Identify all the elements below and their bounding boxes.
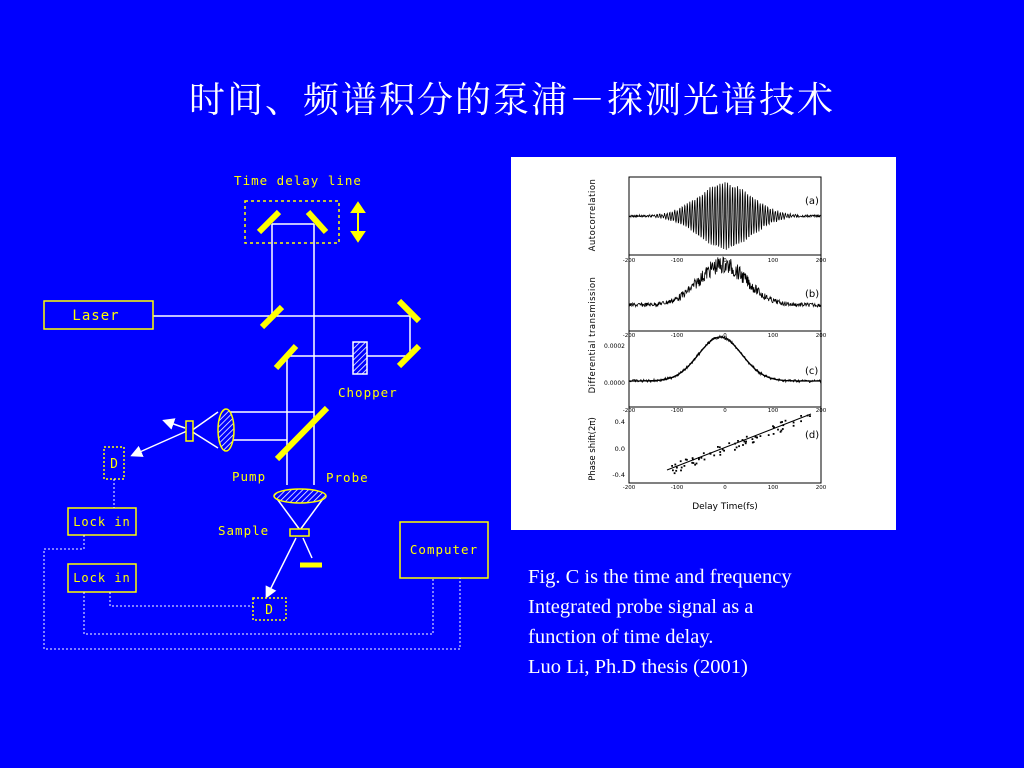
- mirror-probe: [276, 346, 296, 368]
- panel-d-point: [785, 420, 787, 422]
- panel-d-point: [780, 422, 782, 424]
- panel-d-point: [692, 457, 694, 459]
- panel-c-frame: [629, 331, 821, 407]
- panel-c-data-trace: [629, 336, 821, 383]
- panel-d-point: [777, 429, 779, 431]
- figure-xlabel: Delay Time(fs): [692, 502, 758, 512]
- mirror-right-top: [399, 301, 419, 321]
- time-delay-line-box: [245, 201, 339, 243]
- sample-label: Sample: [218, 523, 270, 538]
- panel-d-point: [746, 436, 748, 438]
- figure-caption: [528, 562, 928, 682]
- results-figure-plot: [511, 157, 896, 530]
- sample-icon: [290, 529, 309, 536]
- panel-d-point: [793, 422, 795, 424]
- panel-d-point: [674, 472, 676, 474]
- panel-d-point: [671, 465, 673, 467]
- panel-d-ytick-3: -0.4: [612, 471, 625, 479]
- panel-a-trace: [629, 182, 821, 250]
- panel-d-point: [675, 470, 677, 472]
- x-tick-label: 100: [767, 408, 779, 414]
- detector-bottom-label: D: [265, 603, 273, 618]
- panel-c-ytick-1: 0.0002: [604, 343, 625, 350]
- panel-d-ytick-1: 0.4: [614, 418, 625, 426]
- caption-line-4: Luo Li, Ph.D thesis (2001): [528, 656, 748, 678]
- x-tick-label: 0: [723, 258, 727, 264]
- translation-arrow-icon: [352, 203, 364, 241]
- pinhole-icon: [186, 421, 193, 441]
- x-tick-label: 200: [815, 485, 827, 491]
- caption-line-3: function of time delay.: [528, 626, 714, 648]
- chopper-label: Chopper: [338, 385, 398, 400]
- x-tick-label: -200: [622, 258, 636, 264]
- x-tick-label: 100: [767, 333, 779, 339]
- panel-d-point: [704, 459, 706, 461]
- panel-d-point: [768, 434, 770, 436]
- computer-label: Computer: [409, 542, 479, 557]
- panel-c-fit-curve: [629, 337, 821, 381]
- x-tick-label: 200: [815, 408, 827, 414]
- panel-d-point: [717, 446, 719, 448]
- panel-d-point: [752, 438, 754, 440]
- panel-d-point: [719, 454, 721, 456]
- x-tick-label: -100: [670, 485, 684, 491]
- slide-title: 时间、频谱积分的泵浦－探测光谱技术: [188, 80, 835, 121]
- x-tick-label: -200: [622, 485, 636, 491]
- panel-d-point: [800, 420, 802, 422]
- panel-b-tag: (b): [805, 289, 820, 300]
- x-tick-label: 0: [723, 333, 727, 339]
- panel-d-point: [728, 442, 730, 444]
- panel-d-point: [745, 442, 747, 444]
- x-tick-label: 0: [723, 485, 727, 491]
- panel-d-point: [736, 447, 738, 449]
- panel-d-point: [681, 467, 683, 469]
- panel-d-point: [745, 441, 747, 443]
- panel-d-point: [676, 467, 678, 469]
- panel-b-trace: [629, 257, 821, 307]
- x-tick-label: 100: [767, 485, 779, 491]
- x-tick-label: 200: [815, 258, 827, 264]
- panel-d-scatter: [671, 415, 811, 474]
- x-tick-label: -100: [670, 258, 684, 264]
- lock-in-2-label: Lock in: [73, 571, 131, 585]
- panel-d-point: [674, 464, 676, 466]
- panel-d-point: [703, 452, 705, 454]
- detector-top-label: D: [110, 457, 118, 472]
- panel-d-point: [756, 437, 758, 439]
- caption-line-2: Integrated probe signal as a: [528, 596, 754, 618]
- beam-paths: [133, 224, 410, 596]
- panel-d-ytick-2: 0.0: [614, 445, 625, 453]
- results-figure: [511, 157, 896, 530]
- panel-d-frame: [629, 407, 821, 483]
- pump-label: Pump: [232, 469, 267, 484]
- panel-d-point: [713, 455, 715, 457]
- probe-label: Probe: [326, 470, 369, 485]
- panel-d-point: [760, 435, 762, 437]
- caption-line-1: Fig. C is the time and frequency: [528, 566, 792, 588]
- panel-d-fit-line: [667, 414, 811, 470]
- mirrors: [259, 212, 419, 459]
- panel-d-point: [738, 445, 740, 447]
- panel-b-ylabel: Differential transmission: [588, 276, 598, 394]
- panel-d-point: [742, 444, 744, 446]
- x-tick-label: 0: [723, 408, 727, 414]
- panel-d-point: [793, 425, 795, 427]
- panel-a-tag: (a): [805, 196, 819, 207]
- panel-d-point: [691, 462, 693, 464]
- collection-lens-icon: [218, 409, 234, 451]
- panel-c-ytick-2: 0.0000: [604, 380, 625, 387]
- panel-d-point: [672, 469, 674, 471]
- panel-d-point: [723, 450, 725, 452]
- x-tick-label: -100: [670, 408, 684, 414]
- x-tick-label: 200: [815, 333, 827, 339]
- mirror-pump: [277, 408, 327, 459]
- panel-d-point: [719, 451, 721, 453]
- panel-d-point: [685, 459, 687, 461]
- panel-d-tag: (d): [805, 430, 820, 441]
- panel-d-point: [696, 463, 698, 465]
- panel-d-point: [800, 415, 802, 417]
- chopper-icon: [353, 342, 367, 374]
- panel-d-point: [737, 440, 739, 442]
- x-tick-label: -200: [622, 333, 636, 339]
- delay-mirror-right: [308, 212, 326, 232]
- time-delay-line-label: Time delay line: [234, 173, 362, 188]
- x-tick-label: -200: [622, 408, 636, 414]
- panel-d-point: [809, 415, 811, 417]
- panel-d-point: [719, 446, 721, 448]
- panel-d-point: [782, 428, 784, 430]
- focusing-lens-icon: [274, 489, 326, 503]
- delay-mirror-left: [259, 212, 279, 232]
- panel-a-ylabel: Autocorrelation: [588, 178, 598, 252]
- panel-d-point: [680, 470, 682, 472]
- x-tick-label: 100: [767, 258, 779, 264]
- lock-in-1-label: Lock in: [73, 515, 131, 529]
- panel-d-point: [684, 465, 686, 467]
- panel-d-point: [680, 460, 682, 462]
- panel-d-ylabel: Phase shift(2π): [588, 417, 598, 481]
- panel-d-point: [773, 433, 775, 435]
- panel-c-tag: (c): [805, 366, 819, 377]
- panel-d-point: [734, 449, 736, 451]
- panel-d-point: [744, 441, 746, 443]
- panel-d-point: [780, 431, 782, 433]
- laser-label: Laser: [72, 308, 120, 324]
- panel-d-point: [752, 442, 754, 444]
- x-tick-label: -100: [670, 333, 684, 339]
